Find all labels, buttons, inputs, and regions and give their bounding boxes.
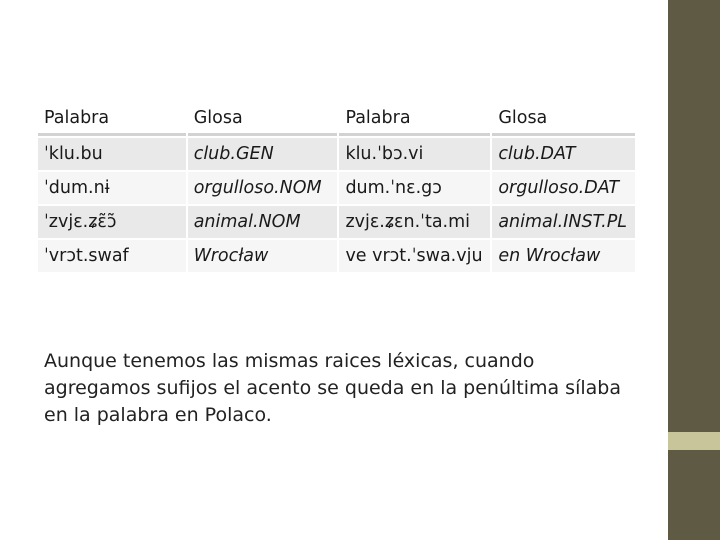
header-palabra-2: Palabra [339,103,490,136]
word-cell: ˈvrɔt.swaf [38,240,186,272]
gloss-cell: club.GEN [188,138,338,170]
table-row [38,138,635,170]
word-cell: dum.ˈnɛ.gɔ [339,172,490,204]
decorative-sidebar [668,0,720,540]
gloss-cell: Wrocław [188,240,338,272]
table-row [38,172,635,204]
gloss-cell: animal.NOM [188,206,338,238]
word-cell: ˈklu.bu [38,138,186,170]
gloss-cell: animal.INST.PL [492,206,635,238]
word-cell: ve vrɔt.ˈswa.vju [339,240,490,272]
word-cell: klu.ˈbɔ.vi [339,138,490,170]
table-header-row [38,103,635,136]
header-palabra-1: Palabra [38,103,186,136]
word-cell: ˈdum.nɨ [38,172,186,204]
gloss-cell: orgulloso.NOM [188,172,338,204]
header-glosa-1: Glosa [188,103,338,136]
word-cell: zvjɛ.ʑɛn.ˈta.mi [339,206,490,238]
sidebar-bottom-block [668,450,720,540]
sidebar-accent-stripe [668,432,720,450]
table-row [38,206,635,238]
sidebar-top-block [668,0,720,432]
header-glosa-2: Glosa [492,103,635,136]
word-cell: ˈzvjɛ.ʑɛ̃ɔ̃ [38,206,186,238]
gloss-cell: club.DAT [492,138,635,170]
vocabulary-table [36,101,637,274]
gloss-cell: en Wrocław [492,240,635,272]
table-row [38,240,635,272]
gloss-cell: orgulloso.DAT [492,172,635,204]
caption-text: Aunque tenemos las mismas raices léxicas, cuando agregamos sufijos el acento se queda en la penúltima sílaba en la palabra en Polaco. [44,350,621,426]
